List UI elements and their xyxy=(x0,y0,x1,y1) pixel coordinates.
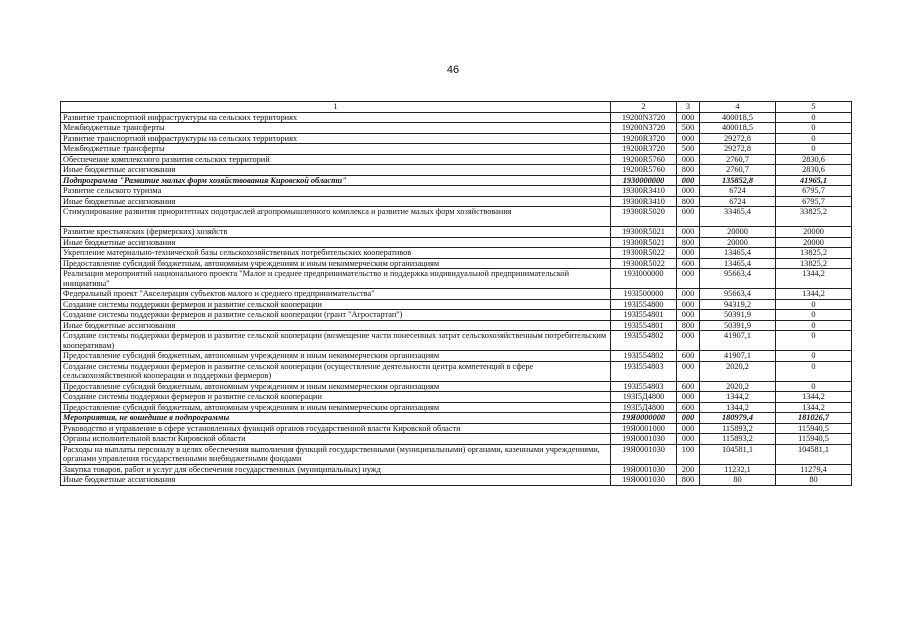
cell-type: 000 xyxy=(677,392,700,403)
table-row xyxy=(61,112,852,123)
cell-value-2: 2830,6 xyxy=(776,165,852,176)
column-header-code: 2 xyxy=(611,102,677,113)
cell-value-2: 13825,2 xyxy=(776,258,852,269)
table-row xyxy=(61,207,852,227)
table-row xyxy=(61,299,852,310)
table-row xyxy=(61,402,852,413)
table-row xyxy=(61,237,852,248)
cell-code: 19Я0001030 xyxy=(611,475,677,486)
cell-code: 1930000000 xyxy=(611,175,677,186)
table-header-row xyxy=(61,102,852,113)
cell-code: 19300R3410 xyxy=(611,186,677,197)
cell-type: 800 xyxy=(677,475,700,486)
cell-code: 19200N3720 xyxy=(611,123,677,134)
cell-value-2: 0 xyxy=(776,133,852,144)
cell-value-1: 400018,5 xyxy=(700,123,776,134)
cell-type: 800 xyxy=(677,237,700,248)
cell-code: 193I554803 xyxy=(611,381,677,392)
cell-name: Создание системы поддержки фермеров и развитие сельской кооперации xyxy=(61,299,611,310)
cell-name: Иные бюджетные ассигнования xyxy=(61,237,611,248)
cell-name: Предоставление субсидий бюджетным, автономным учреждениям и иным некоммерческим организациям xyxy=(61,381,611,392)
cell-value-2: 6795,7 xyxy=(776,196,852,207)
cell-name: Подпрограмма "Развитие малых форм хозяйствования Кировской области" xyxy=(61,175,611,186)
cell-value-2: 1344,2 xyxy=(776,269,852,289)
cell-type: 100 xyxy=(677,444,700,464)
cell-code: 19300R5020 xyxy=(611,207,677,227)
cell-code: 19Я0001030 xyxy=(611,444,677,464)
cell-code: 193I5Д4800 xyxy=(611,402,677,413)
cell-value-2: 181026,7 xyxy=(776,413,852,424)
cell-type: 000 xyxy=(677,112,700,123)
cell-code: 19200R5760 xyxy=(611,154,677,165)
cell-value-1: 50391,9 xyxy=(700,320,776,331)
table-row xyxy=(61,444,852,464)
table-row xyxy=(61,175,852,186)
column-header-value-2: 5 xyxy=(776,102,852,113)
cell-value-1: 29272,8 xyxy=(700,133,776,144)
cell-type: 800 xyxy=(677,196,700,207)
cell-value-1: 50391,9 xyxy=(700,310,776,321)
table-row xyxy=(61,144,852,155)
cell-type: 000 xyxy=(677,269,700,289)
cell-value-2: 20000 xyxy=(776,227,852,238)
cell-value-2: 0 xyxy=(776,310,852,321)
table-row xyxy=(61,248,852,259)
cell-name: Мероприятия, не вошедшие в подпрограммы xyxy=(61,413,611,424)
cell-name: Органы исполнительной власти Кировской области xyxy=(61,434,611,445)
cell-code: 193I500000 xyxy=(611,289,677,300)
cell-value-2: 13825,2 xyxy=(776,248,852,259)
cell-type: 000 xyxy=(677,186,700,197)
cell-name: Иные бюджетные ассигнования xyxy=(61,165,611,176)
cell-code: 19300R5021 xyxy=(611,237,677,248)
cell-name: Руководство и управление в сфере установленных функций органов государственной власти Кировской области xyxy=(61,423,611,434)
cell-code: 193I554802 xyxy=(611,351,677,362)
cell-name: Предоставление субсидий бюджетным, автономным учреждениям и иным некоммерческим организациям xyxy=(61,351,611,362)
cell-type: 500 xyxy=(677,144,700,155)
cell-value-2: 20000 xyxy=(776,237,852,248)
table-row xyxy=(61,123,852,134)
cell-value-2: 80 xyxy=(776,475,852,486)
cell-value-1: 20000 xyxy=(700,237,776,248)
cell-name: Стимулирование развития приоритетных подотраслей агропромышленного комплекса и развитие малых форм хозяйствования xyxy=(61,207,611,227)
cell-code: 19Я0001000 xyxy=(611,423,677,434)
cell-name: Реализация мероприятий национального проекта "Малое и среднее предпринимательство и поддержка индивидуальной предпринимательской инициативы" xyxy=(61,269,611,289)
cell-code: 19200R5760 xyxy=(611,165,677,176)
cell-value-1: 41907,1 xyxy=(700,331,776,351)
cell-value-1: 1344,2 xyxy=(700,392,776,403)
cell-name: Предоставление субсидий бюджетным, автономным учреждениям и иным некоммерческим организациям xyxy=(61,258,611,269)
column-header-name: 1 xyxy=(61,102,611,113)
cell-value-1: 11232,1 xyxy=(700,464,776,475)
table-row xyxy=(61,351,852,362)
cell-value-2: 115940,5 xyxy=(776,423,852,434)
cell-type: 000 xyxy=(677,413,700,424)
cell-value-1: 2760,7 xyxy=(700,165,776,176)
cell-code: 19300R3410 xyxy=(611,196,677,207)
cell-value-1: 180979,4 xyxy=(700,413,776,424)
cell-type: 600 xyxy=(677,258,700,269)
table-row xyxy=(61,133,852,144)
cell-value-1: 95663,4 xyxy=(700,289,776,300)
cell-name: Иные бюджетные ассигнования xyxy=(61,196,611,207)
cell-value-2: 33825,2 xyxy=(776,207,852,227)
table-row xyxy=(61,381,852,392)
cell-type: 800 xyxy=(677,320,700,331)
cell-value-2: 11279,4 xyxy=(776,464,852,475)
table-row xyxy=(61,258,852,269)
table-row xyxy=(61,423,852,434)
cell-value-1: 2020,2 xyxy=(700,381,776,392)
cell-type: 000 xyxy=(677,331,700,351)
table-row xyxy=(61,392,852,403)
cell-code: 19300R5022 xyxy=(611,258,677,269)
cell-value-1: 135852,8 xyxy=(700,175,776,186)
cell-name: Развитие транспортной инфраструктуры на сельских территориях xyxy=(61,133,611,144)
cell-name: Межбюджетные трансферты xyxy=(61,144,611,155)
cell-type: 200 xyxy=(677,464,700,475)
cell-name: Создание системы поддержки фермеров и развитие сельской кооперации (осуществление деятельности центра компетенций в сфере сельскохозяйственной кооперации и поддержки фермеров) xyxy=(61,361,611,381)
table-row xyxy=(61,434,852,445)
cell-code: 19Я0001030 xyxy=(611,434,677,445)
cell-type: 000 xyxy=(677,248,700,259)
table-row xyxy=(61,154,852,165)
table-row xyxy=(61,165,852,176)
cell-value-2: 115940,5 xyxy=(776,434,852,445)
table-body xyxy=(61,112,852,485)
cell-name: Предоставление субсидий бюджетным, автономным учреждениям и иным некоммерческим организациям xyxy=(61,402,611,413)
cell-type: 800 xyxy=(677,165,700,176)
cell-value-1: 115893,2 xyxy=(700,423,776,434)
table-row xyxy=(61,227,852,238)
cell-code: 193I5Д4800 xyxy=(611,392,677,403)
cell-name: Межбюджетные трансферты xyxy=(61,123,611,134)
cell-value-1: 20000 xyxy=(700,227,776,238)
cell-name: Расходы на выплаты персоналу в целях обеспечения выполнения функций государственными (муниципальными) органами, казенными учреждениями, органами управления государственными внебюджетными фондами xyxy=(61,444,611,464)
cell-value-1: 94319,2 xyxy=(700,299,776,310)
cell-value-2: 0 xyxy=(776,381,852,392)
cell-code: 193I554802 xyxy=(611,331,677,351)
cell-value-2: 0 xyxy=(776,331,852,351)
cell-value-2: 0 xyxy=(776,361,852,381)
table-row xyxy=(61,186,852,197)
cell-type: 000 xyxy=(677,175,700,186)
table-row xyxy=(61,310,852,321)
cell-name: Создание системы поддержки фермеров и развитие сельской кооперации (возмещение части понесенных затрат сельскохозяйственным потребительским кооперативам) xyxy=(61,331,611,351)
cell-code: 19300R5021 xyxy=(611,227,677,238)
cell-name: Иные бюджетные ассигнования xyxy=(61,320,611,331)
cell-value-2: 0 xyxy=(776,144,852,155)
cell-type: 600 xyxy=(677,402,700,413)
cell-type: 000 xyxy=(677,434,700,445)
cell-value-1: 2020,2 xyxy=(700,361,776,381)
cell-value-2: 0 xyxy=(776,123,852,134)
cell-type: 000 xyxy=(677,207,700,227)
cell-name: Обеспечение комплексного развития сельских территорий xyxy=(61,154,611,165)
cell-value-1: 41907,1 xyxy=(700,351,776,362)
cell-type: 000 xyxy=(677,361,700,381)
cell-name: Развитие сельского туризма xyxy=(61,186,611,197)
cell-type: 000 xyxy=(677,289,700,300)
cell-value-2: 0 xyxy=(776,351,852,362)
cell-name: Укрепление материально-технической базы сельскохозяйственных потребительских кооперативов xyxy=(61,248,611,259)
cell-type: 000 xyxy=(677,227,700,238)
cell-value-1: 29272,8 xyxy=(700,144,776,155)
cell-value-1: 6724 xyxy=(700,196,776,207)
cell-type: 500 xyxy=(677,123,700,134)
cell-value-2: 2830,6 xyxy=(776,154,852,165)
page-number: 46 xyxy=(446,64,460,76)
cell-value-2: 1344,2 xyxy=(776,289,852,300)
column-header-value-1: 4 xyxy=(700,102,776,113)
table-row xyxy=(61,331,852,351)
cell-value-2: 6795,7 xyxy=(776,186,852,197)
table-row xyxy=(61,413,852,424)
cell-name: Федеральный проект "Акселерация субъектов малого и среднего предпринимательства" xyxy=(61,289,611,300)
cell-value-2: 41965,1 xyxy=(776,175,852,186)
table-row xyxy=(61,464,852,475)
cell-type: 000 xyxy=(677,310,700,321)
cell-value-1: 80 xyxy=(700,475,776,486)
cell-type: 600 xyxy=(677,381,700,392)
cell-value-1: 95663,4 xyxy=(700,269,776,289)
cell-value-1: 400018,5 xyxy=(700,112,776,123)
cell-value-2: 0 xyxy=(776,112,852,123)
table-row xyxy=(61,269,852,289)
cell-value-1: 2760,7 xyxy=(700,154,776,165)
column-header-type: 3 xyxy=(677,102,700,113)
cell-value-2: 0 xyxy=(776,299,852,310)
cell-value-1: 13465,4 xyxy=(700,258,776,269)
cell-name: Закупка товаров, работ и услуг для обеспечения государственных (муниципальных) нужд xyxy=(61,464,611,475)
cell-value-2: 1344,2 xyxy=(776,392,852,403)
cell-value-2: 104581,1 xyxy=(776,444,852,464)
cell-name: Развитие крестьянских (фермерских) хозяйств xyxy=(61,227,611,238)
cell-value-1: 33465,4 xyxy=(700,207,776,227)
cell-code: 19Я0001030 xyxy=(611,464,677,475)
cell-code: 193I554800 xyxy=(611,299,677,310)
cell-name: Иные бюджетные ассигнования xyxy=(61,475,611,486)
cell-code: 193I554803 xyxy=(611,361,677,381)
table-row xyxy=(61,289,852,300)
cell-code: 193I554801 xyxy=(611,320,677,331)
cell-code: 19Я0000000 xyxy=(611,413,677,424)
cell-value-1: 1344,2 xyxy=(700,402,776,413)
cell-code: 19200R3720 xyxy=(611,133,677,144)
budget-table xyxy=(60,101,852,486)
table-row xyxy=(61,361,852,381)
cell-value-1: 6724 xyxy=(700,186,776,197)
cell-code: 193I554801 xyxy=(611,310,677,321)
cell-value-2: 1344,2 xyxy=(776,402,852,413)
cell-code: 193I000000 xyxy=(611,269,677,289)
cell-name: Развитие транспортной инфраструктуры на сельских территориях xyxy=(61,112,611,123)
cell-type: 000 xyxy=(677,423,700,434)
cell-type: 600 xyxy=(677,351,700,362)
cell-name: Создание системы поддержки фермеров и развитие сельской кооперации xyxy=(61,392,611,403)
cell-type: 000 xyxy=(677,299,700,310)
table-row xyxy=(61,196,852,207)
cell-value-2: 0 xyxy=(776,320,852,331)
cell-value-1: 115893,2 xyxy=(700,434,776,445)
cell-code: 19200N3720 xyxy=(611,112,677,123)
cell-code: 19200R3720 xyxy=(611,144,677,155)
cell-type: 000 xyxy=(677,133,700,144)
cell-value-1: 104581,1 xyxy=(700,444,776,464)
table-row xyxy=(61,320,852,331)
table-row xyxy=(61,475,852,486)
cell-name: Создание системы поддержки фермеров и развитие сельской кооперации (грант "Агростартап") xyxy=(61,310,611,321)
cell-value-1: 13465,4 xyxy=(700,248,776,259)
cell-code: 19300R5022 xyxy=(611,248,677,259)
cell-type: 000 xyxy=(677,154,700,165)
